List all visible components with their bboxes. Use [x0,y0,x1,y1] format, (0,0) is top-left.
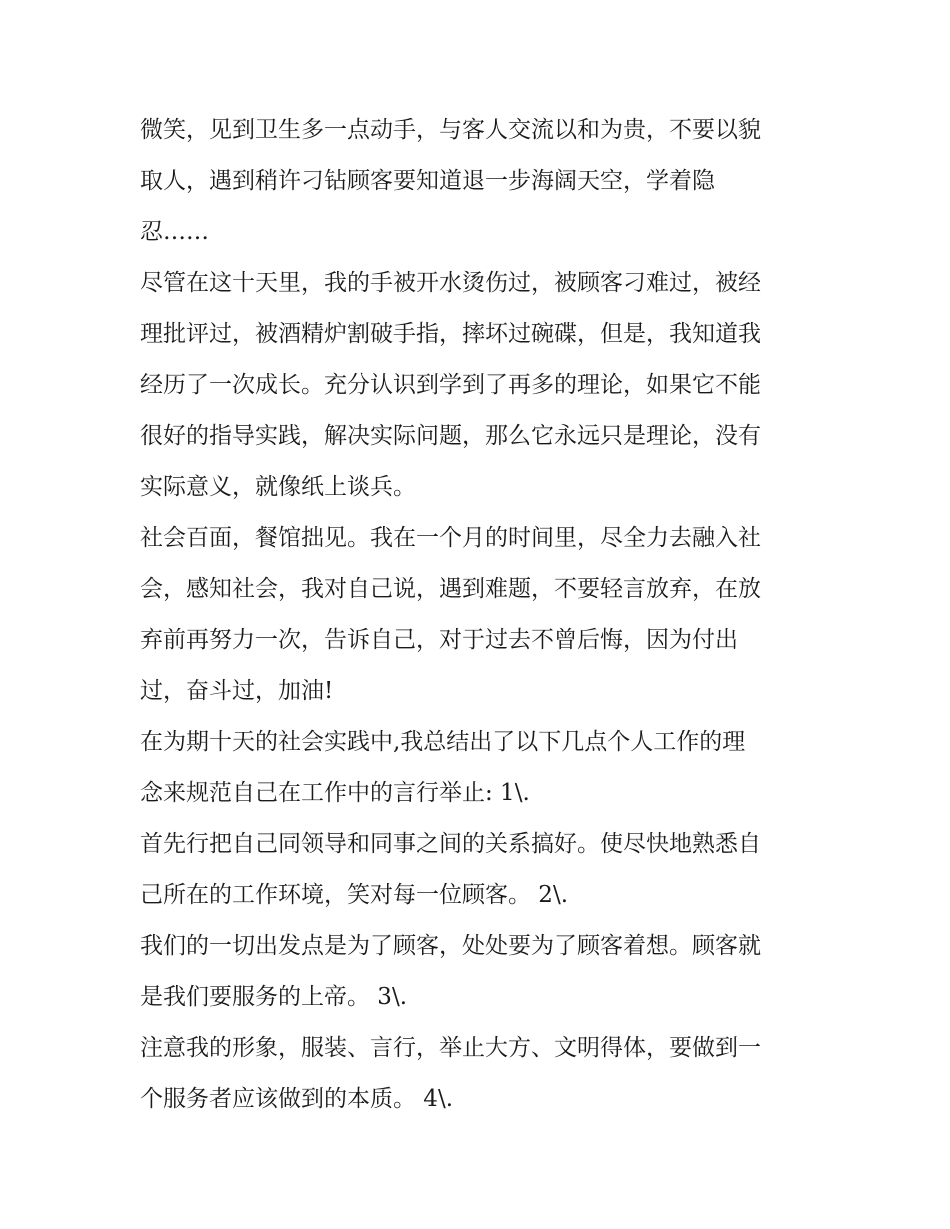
text-line: 弃前再努力一次，告诉自己，对于过去不曾后悔，因为付出 [140,627,738,653]
paragraph-2 [140,258,820,513]
text-line: 过，奋斗过，加油! [140,678,334,704]
text-line: 社会百面，餐馆拙见。我在一个月的时间里，尽全力去融入社 [140,525,761,551]
document-body [140,105,820,1125]
paragraph-7 [140,1023,820,1125]
text-line: 首先行把自己同领导和同事之间的关系搞好。使尽快地熟悉自 [140,831,761,857]
text-line: 己所在的工作环境，笑对每一位顾客。 2\. [140,882,569,908]
paragraph-5 [140,819,820,921]
text-line: 我们的一切出发点是为了顾客，处处要为了顾客着想。顾客就 [140,933,761,959]
text-line: 理批评过，被酒精炉割破手指，摔坏过碗碟，但是，我知道我 [140,321,761,347]
text-line: 忍…… [140,219,209,245]
text-line: 是我们要服务的上帝。 3\. [140,984,408,1010]
text-line: 在为期十天的社会实践中,我总结出了以下几点个人工作的理 [140,729,746,755]
text-line: 念来规范自己在工作中的言行举止: 1\. [140,780,530,806]
paragraph-1 [140,105,820,258]
text-line: 很好的指导实践，解决实际问题，那么它永远只是理论，没有 [140,423,761,449]
text-line: 个服务者应该做到的本质。 4\. [140,1086,454,1112]
text-line: 经历了一次成长。充分认识到学到了再多的理论，如果它不能 [140,372,761,398]
text-line: 会，感知社会，我对自己说，遇到难题，不要轻言放弃，在放 [140,576,761,602]
text-line: 尽管在这十天里，我的手被开水烫伤过，被顾客刁难过，被经 [140,270,761,296]
text-line: 注意我的形象，服装、言行，举止大方、文明得体，要做到一 [140,1035,761,1061]
paragraph-4 [140,717,820,819]
paragraph-6 [140,921,820,1023]
text-line: 微笑，见到卫生多一点动手，与客人交流以和为贵，不要以貌 [140,117,761,143]
paragraph-3 [140,513,820,717]
text-line: 实际意义，就像纸上谈兵。 [140,474,416,500]
text-line: 取人，遇到稍许刁钻顾客要知道退一步海阔天空，学着隐 [140,168,715,194]
